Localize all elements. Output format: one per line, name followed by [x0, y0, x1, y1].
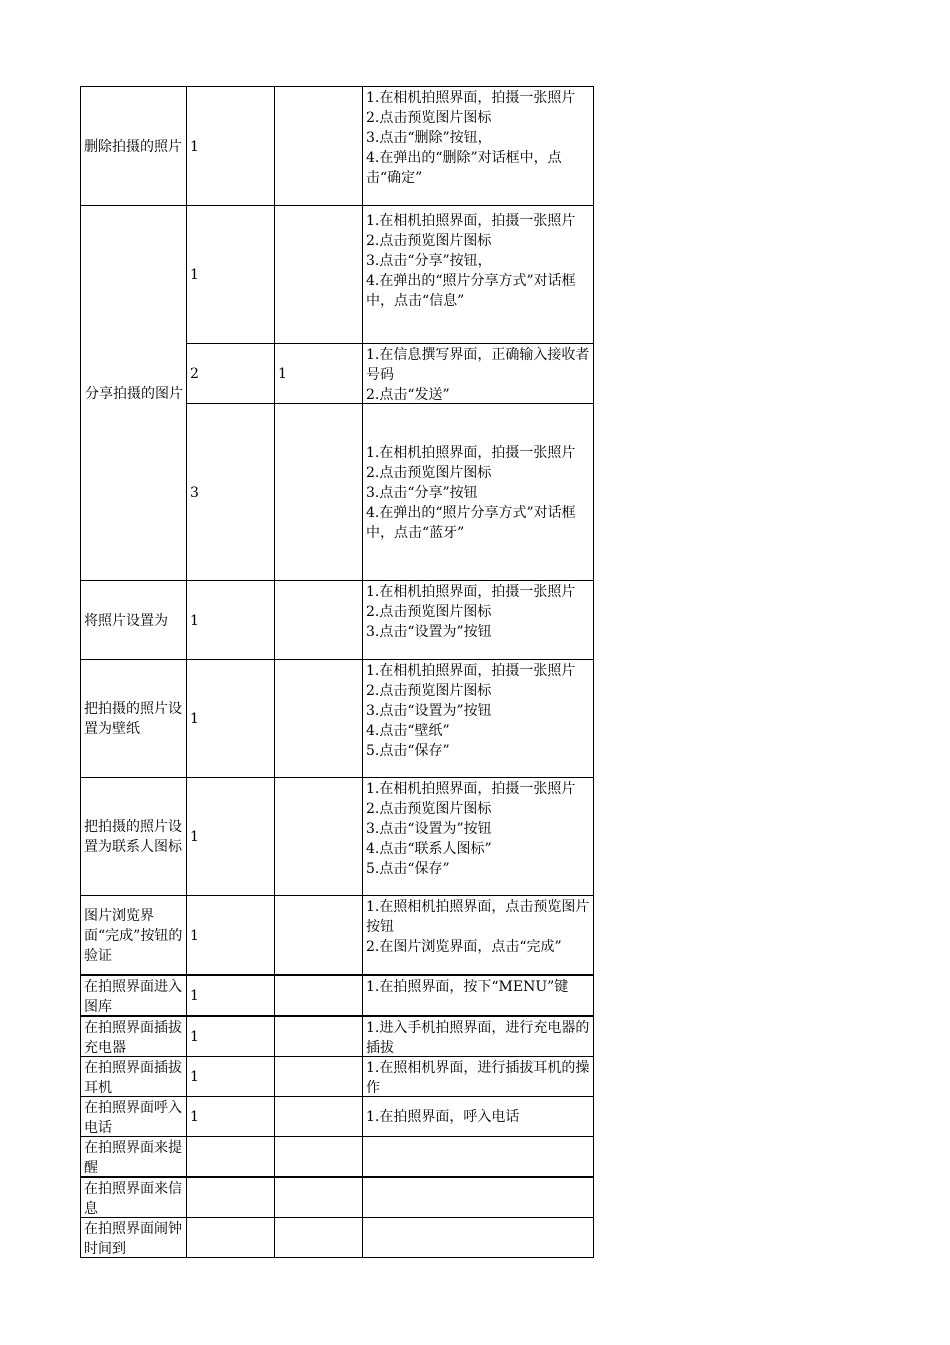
step-line: 4.在弹出的“照片分享方式”对话框中，点击“蓝牙”: [366, 504, 576, 541]
case-steps-cell[interactable]: [363, 344, 594, 404]
step-line: 1.进入手机拍照界面，进行充电器的插拔: [366, 1020, 590, 1056]
case-number-cell[interactable]: [187, 344, 275, 404]
step-line: 2.在图片浏览界面，点击“完成”: [366, 939, 562, 955]
step-line: 4.点击“壁纸”: [366, 723, 450, 739]
test-case-table: [80, 86, 594, 1258]
step-line: 4.在弹出的“删除”对话框中，点击“确定”: [366, 150, 562, 186]
case-number-cell[interactable]: [187, 404, 275, 581]
table-row: [81, 1177, 594, 1218]
case-name: 删除拍摄的照片: [84, 138, 182, 155]
case-name-cell[interactable]: [81, 581, 187, 660]
case-name: 把拍摄的照片设置为联系人图标: [84, 819, 182, 855]
case-name: 在拍照界面进入图库: [84, 979, 182, 1015]
step-line: 2.点击预览图片图标: [366, 110, 492, 126]
step-line: 5.点击“保存”: [366, 743, 450, 759]
case-number: 1: [190, 1029, 199, 1045]
step-line: 4.在弹出的“照片分享方式”对话框中，点击“信息”: [366, 273, 576, 309]
table-row: [81, 778, 594, 896]
table-row: [81, 660, 594, 778]
case-number: 1: [190, 612, 199, 629]
case-name: 在拍照界面插拔耳机: [84, 1060, 182, 1096]
table-row: [81, 1137, 594, 1178]
case-sub-cell[interactable]: [275, 404, 363, 581]
step-line: 2.点击“发送”: [366, 387, 450, 403]
table-row: [81, 581, 594, 660]
case-steps-cell[interactable]: [363, 660, 594, 778]
step-line: 1.在信息撰写界面，正确输入接收者号码: [366, 347, 590, 383]
case-steps-cell[interactable]: [363, 1016, 594, 1057]
case-sub: 1: [278, 366, 287, 382]
case-name-cell[interactable]: [81, 1057, 187, 1097]
step-line: 2.点击预览图片图标: [366, 464, 492, 481]
case-sub-cell[interactable]: [275, 1137, 363, 1178]
step-line: 3.点击“分享”按钮: [366, 484, 478, 501]
step-line: 1.在拍照界面，按下“MENU”键: [366, 979, 569, 995]
case-name: 把拍摄的照片设置为壁纸: [84, 701, 182, 737]
case-number: 1: [190, 829, 199, 845]
step-line: 4.点击“联系人图标”: [366, 841, 492, 857]
case-steps-cell[interactable]: [363, 87, 594, 206]
case-number: 2: [190, 366, 199, 382]
case-number-cell[interactable]: [187, 1016, 275, 1057]
case-number: 1: [190, 711, 199, 727]
case-name: 在拍照界面来信息: [84, 1181, 182, 1217]
case-steps-cell[interactable]: [363, 1097, 594, 1137]
case-sub-cell[interactable]: [275, 1016, 363, 1057]
step-line: 2.点击预览图片图标: [366, 801, 492, 817]
step-line: 1.在相机拍照界面，拍摄一张照片: [366, 781, 576, 797]
case-number: 1: [190, 988, 199, 1004]
case-name: 在拍照界面插拔充电器: [84, 1020, 182, 1056]
step-line: 2.点击预览图片图标: [366, 604, 492, 620]
case-sub-cell[interactable]: [275, 1057, 363, 1097]
case-sub-cell[interactable]: [275, 896, 363, 976]
step-line: 1.在相机拍照界面，拍摄一张照片: [366, 213, 576, 229]
case-name-cell[interactable]: [81, 206, 187, 581]
case-name-cell[interactable]: [81, 1016, 187, 1057]
table-row: [81, 1057, 594, 1097]
step-line: 1.在相机拍照界面，拍摄一张照片: [366, 663, 576, 679]
case-sub-cell[interactable]: [275, 975, 363, 1016]
step-line: 1.在相机拍照界面，拍摄一张照片: [366, 90, 576, 106]
case-number: 3: [190, 484, 199, 501]
case-number-cell[interactable]: [187, 660, 275, 778]
table-row: [81, 1097, 594, 1137]
table-row: [81, 1218, 594, 1258]
case-number-cell[interactable]: [187, 1137, 275, 1178]
case-steps-cell[interactable]: [363, 404, 594, 581]
case-name: 图片浏览界面“完成”按钮的验证: [84, 907, 183, 964]
case-steps-cell[interactable]: [363, 896, 594, 976]
case-number-cell[interactable]: [187, 581, 275, 660]
step-line: 3.点击“设置为”按钮: [366, 624, 492, 640]
step-line: 3.点击“设置为”按钮: [366, 703, 492, 719]
case-name-cell[interactable]: [81, 660, 187, 778]
case-name-cell[interactable]: [81, 1137, 187, 1178]
step-line: 5.点击“保存”: [366, 861, 450, 877]
table-row: [81, 896, 594, 976]
case-steps-cell[interactable]: [363, 581, 594, 660]
case-steps-cell[interactable]: [363, 1177, 594, 1218]
case-name-cell[interactable]: [81, 975, 187, 1016]
step-line: 2.点击预览图片图标: [366, 683, 492, 699]
case-sub-cell[interactable]: [275, 778, 363, 896]
case-name: 在拍照界面闹钟时间到: [84, 1221, 182, 1257]
case-steps-cell[interactable]: [363, 1218, 594, 1258]
step-line: 1.在照相机界面，进行插拔耳机的操作: [366, 1060, 590, 1096]
case-number: 1: [190, 267, 199, 283]
case-sub-cell[interactable]: [275, 1218, 363, 1258]
case-sub-cell[interactable]: [275, 1177, 363, 1218]
step-line: 1.在照相机拍照界面，点击预览图片按钮: [366, 899, 590, 935]
case-name-cell[interactable]: [81, 1097, 187, 1137]
case-number-cell[interactable]: [187, 975, 275, 1016]
case-name-cell[interactable]: [81, 87, 187, 206]
case-number-cell[interactable]: [187, 87, 275, 206]
case-sub-cell[interactable]: [275, 206, 363, 344]
step-line: 3.点击“分享”按钮，: [366, 253, 492, 269]
case-name-cell[interactable]: [81, 1177, 187, 1218]
case-number-cell[interactable]: [187, 778, 275, 896]
case-sub-cell[interactable]: [275, 581, 363, 660]
case-number-cell[interactable]: [187, 1097, 275, 1137]
case-name: 在拍照界面来提醒: [84, 1140, 182, 1176]
case-number-cell[interactable]: [187, 1057, 275, 1097]
step-line: 1.在拍照界面，呼入电话: [366, 1109, 520, 1125]
case-name-cell[interactable]: [81, 896, 187, 976]
table-row: [81, 1016, 594, 1057]
case-sub-cell[interactable]: [275, 344, 363, 404]
step-line: 3.点击“删除”按钮，: [366, 130, 492, 146]
case-number-cell[interactable]: [187, 896, 275, 976]
case-number-cell[interactable]: [187, 206, 275, 344]
case-sub-cell[interactable]: [275, 87, 363, 206]
case-name: 将照片设置为: [84, 612, 168, 629]
table-row: [81, 206, 594, 344]
step-line: 1.在相机拍照界面，拍摄一张照片: [366, 444, 576, 461]
table-row: [81, 87, 594, 206]
case-number: 1: [190, 1109, 199, 1125]
case-number-cell[interactable]: [187, 1218, 275, 1258]
case-number: 1: [190, 138, 199, 155]
case-name-cell[interactable]: [81, 1218, 187, 1258]
case-name: 在拍照界面呼入电话: [84, 1100, 182, 1136]
case-steps-cell[interactable]: [363, 975, 594, 1016]
step-line: 2.点击预览图片图标: [366, 233, 492, 249]
case-steps-cell[interactable]: [363, 1137, 594, 1178]
case-sub-cell[interactable]: [275, 660, 363, 778]
case-steps-cell[interactable]: [363, 778, 594, 896]
step-line: 3.点击“设置为”按钮: [366, 821, 492, 837]
case-name-cell[interactable]: [81, 778, 187, 896]
case-name: 分享拍摄的图片: [85, 385, 183, 402]
case-steps-cell[interactable]: [363, 1057, 594, 1097]
case-sub-cell[interactable]: [275, 1097, 363, 1137]
case-number: 1: [190, 1069, 199, 1085]
case-steps-cell[interactable]: [363, 206, 594, 344]
test-case-sheet: [80, 86, 589, 1258]
table-row: [81, 975, 594, 1016]
case-number-cell[interactable]: [187, 1177, 275, 1218]
case-number: 1: [190, 927, 199, 944]
step-line: 1.在相机拍照界面，拍摄一张照片: [366, 584, 576, 600]
